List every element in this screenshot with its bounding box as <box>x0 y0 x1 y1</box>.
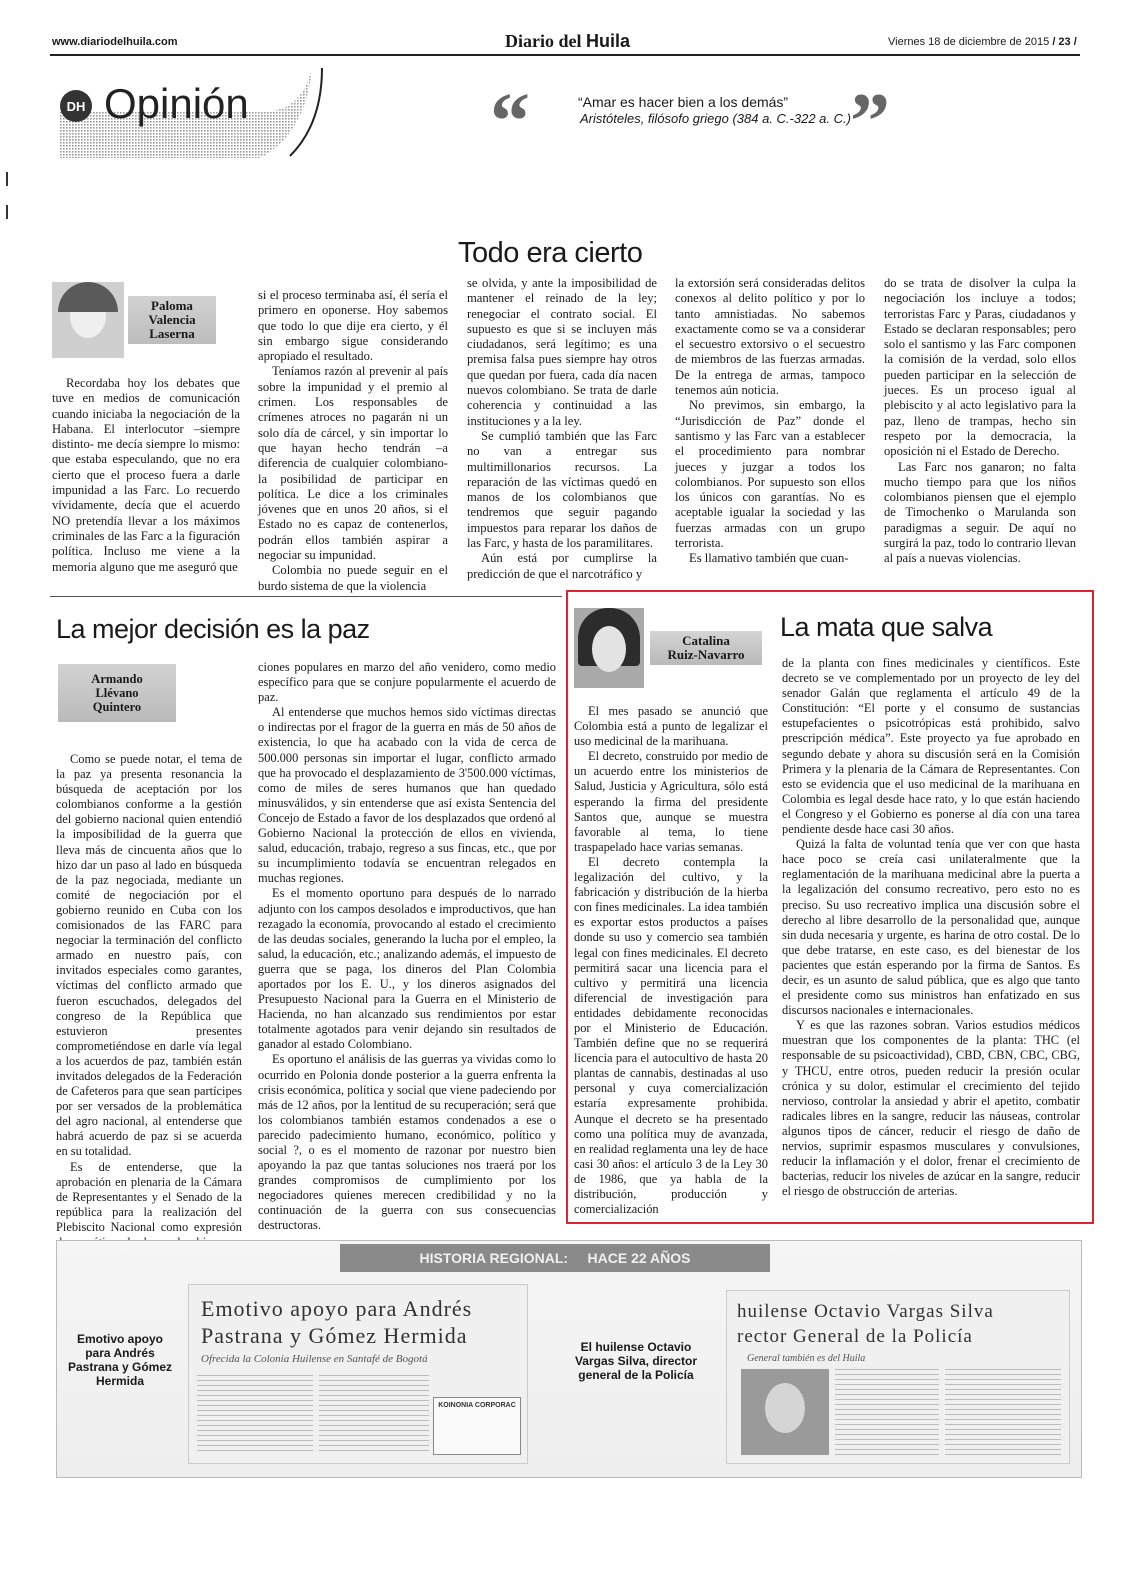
article1-author-box <box>52 282 216 358</box>
article2-title: La mejor decisión es la paz <box>56 614 370 644</box>
author-line: Quintero <box>92 700 142 714</box>
clip-subtitle: General también es del Huila <box>747 1353 866 1364</box>
article3-author-name <box>650 631 762 665</box>
paragraph: si el proceso terminaba así, él sería el primero en oponerse. Hoy sabemos que todo lo que dije era cierto, y él sin embargo sigue considerando apropiado el resultado. <box>258 288 448 364</box>
paragraph: Al entenderse que muchos hemos sido víctimas directas o indirectas por el fragor de la guerra en más de 50 años de existencia, lo que ha acabado con la vida de cerca de 500.000 personas sin importar el lugar, conflicto armado que ha provocado el desplazamiento de 3'500.000 víctimas, como de miles de seres humanos que han quedado minusválidos, y sin entenderse que así exista Sentencia del Concejo de Estado a favor de los desplazados que ordenó al Gobierno Nacional la protección de ellos en vivienda, salud, educación, trabajo, regreso a sus fincas, etc., que por su incumplimiento todavía se encuentran relegados en muchas regiones. <box>258 705 556 886</box>
paragraph: Se cumplió también que las Farc no van a entregar sus multimillonarios recursos. La reparación de las víctimas quedó en manos de los colombianos que tendremos que seguir pagando impuestos para reparar los daños de las Farc, y hasta de los paramilitares. <box>467 428 657 551</box>
scan-mark <box>6 172 8 186</box>
archive-clip-right[interactable] <box>726 1290 1070 1464</box>
clip-text-lines <box>197 1375 313 1453</box>
page-number: / 23 / <box>1052 36 1077 48</box>
author-photo <box>574 608 644 688</box>
dh-badge-icon: DH <box>60 90 92 122</box>
masthead <box>505 31 630 52</box>
issue-date: Viernes 18 de diciembre de 2015 <box>888 36 1050 48</box>
divider <box>50 596 562 597</box>
paragraph: El decreto contempla la legalización del cultivo, y la fabricación y distribución de la hierba con fines medicinales. La idea también es exportar estos productos a países donde su uso y comercio sea también legal con fines medicinales. El decreto permitirá sacar una licencia para el cultivo y permitirá una licencia diferencial de investigación para entidades debidamente reconocidas por el Ministerio de Educación. También define que no se requerirá licencia para el autocultivo de hasta 20 plantas de cannabis, destinadas al uso personal y cuya comercialización estaría expresamente prohibida. Aunque el decreto se ha presentado como una política muy de avanzada, en realidad reglamenta una ley de hace casi 30 años: el artículo 3 de la Ley 30 de 1986, que ya habla de la distribución, producción y comercialización <box>574 854 768 1217</box>
quote-text: “Amar es hacer bien a los demás” <box>578 94 789 110</box>
paragraph: Las Farc nos ganaron; no falta mucho tiempo para que los niños colombianos piensen que el ejemplo de Timochenko o Marulanda son paradigmas a seguir. De aquí no surgirá la paz, todo lo contrario llevan al país a nuevas violencias. <box>884 459 1076 566</box>
date-line <box>888 36 1077 48</box>
paragraph: El decreto, construido por medio de un acuerdo entre los ministerios de Salud, Justicia y Agricultura, sólo está esperando la firma del presidente Santos que, aunque se muestra favorable al tema, lo tiene traspapelado hace varias semanas. <box>574 749 768 854</box>
paragraph: El mes pasado se anunció que Colombia está a punto de legalizar el uso medicinal de la marihuana. <box>574 704 768 749</box>
article3-title: La mata que salva <box>780 612 993 642</box>
article1-col-3 <box>467 276 657 582</box>
article2-col-2 <box>258 660 556 1234</box>
historia-right-caption: El huilense Octavio Vargas Silva, director general de la Policía <box>574 1340 698 1382</box>
author-line: Llévano <box>95 686 139 700</box>
clip-ad-box <box>433 1397 521 1455</box>
article2-col-1 <box>56 752 242 1265</box>
paragraph: la extorsión será consideradas delitos conexos al delito político y por lo tanto amnistiadas. No sabemos exactamente como se va a considerar el secuestro extorsivo o el secuestro de miembros de las fuerzas armadas. De la entrega de armas, tampoco tenemos aún noticia. <box>675 276 865 398</box>
paragraph: de la planta con fines medicinales y científicos. Este decreto se ve complementado por un proyecto de ley del senador Galán que reglamenta el artículo 49 de la Constitución: “El porte y el consumo de sustancias estupefacientes o psicotrópicas está prohibido, salvo prescripción médica”. Este proyecto ya fue aprobado en segundo debate y ahora su discusión será en la Comisión Primera y la plenaria de la Cámara de Representantes. Con esto se evidencia que el uso medicinal de la marihuana en Colombia es legal desde hace rato, y lo que están haciendo el Congreso y el Gobierno es ponerse al día con una tarea pendiente desde hace casi 30 años. <box>782 656 1080 837</box>
clip-text-lines <box>835 1369 939 1455</box>
open-quote-icon: “ <box>490 78 530 166</box>
header-rule <box>50 54 1080 56</box>
archive-clip-left[interactable] <box>188 1284 528 1464</box>
clip-subtitle: Ofrecida la Colonia Huilense en Santafé de Bogotá <box>201 1353 428 1365</box>
article1-col-4 <box>675 276 865 567</box>
article1-author-name <box>128 296 216 344</box>
article1-col-1 <box>52 376 240 575</box>
author-line: Catalina <box>682 633 730 648</box>
paragraph: Como se puede notar, el tema de la paz ya presenta resonancia la búsqueda de aceptación por los colombianos conforme a la gestión del gobierno nacional quien entendió la imposibilidad de la guerra que lleva más de cincuenta años que lo hizo dar un paso al lado en búsqueda de la paz negociada, mediante un comité de negociación por el gobierno reunido en Cuba con los comisionados de las FARC para negociar la terminación del conflicto armado en nuestro país, con invitados especiales como garantes, víctimas del conflicto armado que fueron escuchados, delegados del congreso de la República que estuvieron presentes comprometiéndose en darle vía legal a los acuerdos de paz, también están invitados delegados de la Federación de Cafeteros para que sean partícipes por ser versados de la problemática del agro nacional, al entenderse que habrá acuerdo de paz si se acuerda en su totalidad. <box>56 752 242 1159</box>
close-quote-icon: ” <box>850 78 890 166</box>
article2-author-name <box>58 664 176 722</box>
paragraph: Teníamos razón al prevenir al país sobre la impunidad y el premio al crimen. Los responsables de crímenes atroces no pagarán ni un solo día de cárcel, y sin importar lo que hayan hecho tendrán –a diferencia de cualquier colombiano- la posibilidad de participar en política. Le dice a los criminales jóvenes que en unos 20 años, si el Estado no es capaz de contenerlos, podrán ellos también aspirar a negociar su impunidad. <box>258 364 448 563</box>
masthead-bold: Huila <box>586 31 631 51</box>
section-title: Opinión <box>104 80 249 127</box>
paragraph: do se trata de disolver la culpa la negociación los incluye a todos; terroristas Farc y Paras, ciudadanos y Estado se declaran responsables; pero solo el santismo y las Farc componen la comisión de la verdad, solo ellos pueden participar en la selección de jueces. Es un proceso igual al plebiscito y al acto legislativo para la paz, lleno de trampas, hecho sin respeto por la democracia, la oposición ni el Estado de Derecho. <box>884 276 1076 459</box>
historia-left-caption: Emotivo apoyo para Andrés Pastrana y Gómez Hermida <box>67 1332 173 1388</box>
article3-author-box <box>574 608 762 688</box>
article1-title: Todo era cierto <box>458 237 643 269</box>
author-line: Valencia <box>148 312 196 327</box>
clip-title: Emotivo apoyo para Andrés Pastrana y Gómez Hermida <box>201 1296 473 1348</box>
clip-ad-text: KOINONIA CORPORAC <box>438 1402 516 1409</box>
scan-mark <box>6 205 8 219</box>
paragraph: Colombia no puede seguir en el burdo sistema de que la violencia <box>258 563 448 593</box>
clip-text-lines <box>319 1375 429 1453</box>
author-line: Armando <box>91 672 143 686</box>
article3-col-2 <box>782 656 1080 1199</box>
paragraph: ciones populares en marzo del año venidero, como medio específico para que se conjure popularmente el acuerdo de paz. <box>258 660 556 705</box>
clip-photo <box>741 1369 829 1455</box>
paragraph: Aún está por cumplirse la predicción de que el narcotráfico y <box>467 551 657 581</box>
paragraph: Es oportuno el análisis de las guerras ya vividas como lo ocurrido en Polonia donde posterior a la guerra enfrenta la crisis económica, política y social que viene padeciendo por más de 12 años, por la lentitud de su recuperación; será que los colombianos también estamos condenados a ese o parecido padecimiento humano, económico, político y social ?, o es el momento de razonar por nuestro bien apoyando la paz que tantas soluciones nos traerá por los grandes compromisos de cumplimiento por los negociadores quienes merecen credibilidad y no la continuación de la guerra con sus consecuencias destructoras. <box>258 1052 556 1233</box>
paragraph: Es llamativo también que cuan- <box>689 551 849 566</box>
clip-title: huilense Octavio Vargas Silva rector General de la Policía <box>737 1301 994 1347</box>
author-photo <box>52 282 124 358</box>
clip-text-lines <box>945 1369 1061 1455</box>
paragraph: Quizá la falta de voluntad tenía que ver con que hasta hace poco se creía casi unilateralmente que la reglamentación de la marihuana medicinal abre la puerta a la legalización del consumo recreativo, pero esto no es preciso. Su uso recreativo implica una discusión sobre el derecho al libre desarrollo de la personalidad que, aunque sin duda necesaria y urgente, es harina de otro costal. De lo que debe tratarse, en este caso, es del bienestar de los pacientes que están esperando por la firma de Santos. Es decir, es un asunto de salud pública, que es algo que tanto el presidente como sus ministros han enfatizado en sus discursos nacionales e internacionales. <box>782 837 1080 1018</box>
article2-author-box <box>58 664 176 722</box>
author-line: Laserna <box>149 326 195 341</box>
author-line: Ruiz-Navarro <box>667 647 745 662</box>
paragraph: Es de entenderse, que la aprobación en plenaria de la Cámara de Representantes y el Senado de la república para la realización del Plebiscito Nacional como expresión <box>56 1159 242 1234</box>
historia-banner: HISTORIA REGIONAL: HACE 22 AÑOS <box>340 1244 770 1272</box>
site-url[interactable]: www.diariodelhuila.com <box>52 36 178 48</box>
article1-col-2 <box>258 288 448 594</box>
article1-col-5 <box>884 276 1076 567</box>
paragraph: Es el momento oportuno para después de lo narrado adjunto con los campos desolados e improductivos, que han rezagado la economía, provocando al estado el crecimiento de las deudas sociales, generando la lucha por el empleo, la salud, la educación, etc.; analizando además, el impuesto de guerra que se paga, los dineros del Plan Colombia aportados por los E. U., y los dineros asignados del Presupuesto Nacional para la Guerra en el Ministerio de Hacienda, no han alcanzado sus rendimientos por estar totalmente agotados para venir dejando sin resultados de ganador al estado Colombiano. <box>258 886 556 1052</box>
paragraph: Y es que las razones sobran. Varios estudios médicos muestran que los componentes de la planta: THC (el responsable de su psicoactividad), CBD, CBN, CBC, CBG, y THCU, entre otros, pueden reducir la presión ocular crónica y su dolor, estimular el crecimiento del tejido nervioso, controlar la ansiedad y abrir el apetito, combatir radicales libres en la sangre, reducir las náuseas, controlar algunos tipos de cáncer, reducir el riesgo de daño de nervios, suprimir espasmos musculares y convulsiones, reducir la inflamación y el dolor, frenar el crecimiento de bacterias, reducir los niveles de azúcar en la sangre, reducir el riesgo de obstrucción de arterias. <box>782 1018 1080 1199</box>
quote-author: Aristóteles, filósofo griego (384 a. C.-322 a. C.) <box>580 111 851 126</box>
paragraph: Recordaba hoy los debates que tuve en medios de comunicación cuando iniciaba la negociación de la Habana. El interlocutor –siempre distinto- me decía siempre lo mismo: que estaba especulando, que no era cierto que el proceso fuera a darle impunidad a las Farc. Lo recuerdo vívidamente, decía que el acuerdo NO pretendía llevar a los máximos criminales de las Farc a la figuración política. Incluso me viene a la memoria alguno que me aseguró que <box>52 376 240 574</box>
paragraph: se olvida, y ante la imposibilidad de mantener el reinado de la ley; renegociar el contrato social. El supuesto es que si se incluyen más ciudadanos, será legítimo; es una premisa falsa pues siempre hay otros que quedan por fuera, cada día nacen nuevos colombiano. Se trata de darle coherencia y continuidad a las instituciones y a la ley. <box>467 276 657 428</box>
article3-col-1 <box>574 704 768 1217</box>
masthead-prefix: Diario del <box>505 31 586 51</box>
author-line: Paloma <box>151 298 193 313</box>
paragraph: No previmos, sin embargo, la “Jurisdicción de Paz” donde el santismo y las Farc van a establecer el procedimiento para nombrar jueces y juzgar a todos los colombianos. Por supuesto son ellos los únicos con garantías. No es aceptable igualar la sociedad y las fuerzas armadas con un grupo terrorista. <box>675 398 865 551</box>
